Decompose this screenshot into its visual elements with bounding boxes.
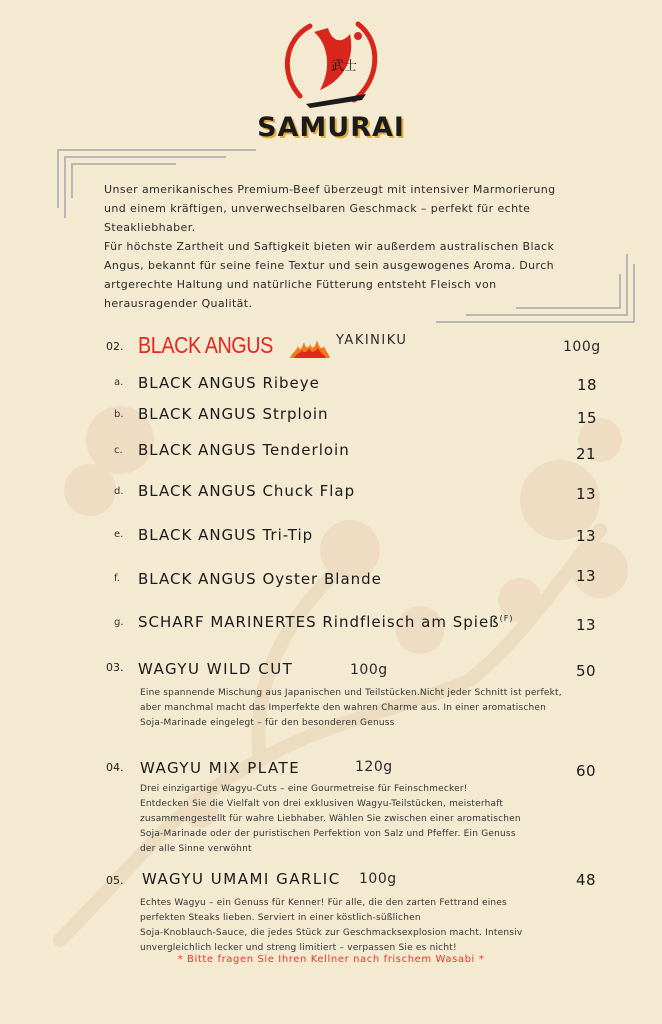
- description-line: Entdecken Sie die Vielfalt von drei exklusiven Wagyu-Teilstücken, meisterhaft: [140, 799, 504, 809]
- section-price: 50: [576, 662, 597, 680]
- intro-line: Angus, bekannt für seine feine Textur und sein ausgewogenes Aroma. Durch: [104, 259, 555, 272]
- item-price: 21: [576, 445, 597, 463]
- section-title: WAGYU UMAMI GARLIC: [142, 870, 341, 888]
- section-weight: 100g: [563, 339, 601, 355]
- item-price: 13: [576, 567, 597, 585]
- item-name: [138, 613, 513, 631]
- section-price: 48: [576, 871, 597, 889]
- section-title-black-angus: BLACK ANGUS: [138, 332, 273, 358]
- samurai-logo: [270, 14, 390, 124]
- intro-text: [104, 180, 604, 313]
- description-line: Echtes Wagyu – ein Genuss für Kenner! Für alle, die den zarten Fettrand eines: [140, 898, 507, 908]
- item-price: 18: [577, 376, 598, 394]
- item-name: BLACK ANGUS Tenderloin: [138, 441, 350, 459]
- item-price: 13: [576, 485, 597, 503]
- item-letter: d.: [114, 486, 124, 497]
- item-name: BLACK ANGUS Chuck Flap: [138, 482, 356, 500]
- item-name: BLACK ANGUS Oyster Blande: [138, 570, 382, 588]
- logo-kanji: 武士: [330, 59, 358, 74]
- description-line: der alle Sinne verwöhnt: [140, 844, 252, 854]
- item-footnote-mark: (F): [499, 614, 514, 623]
- description-line: perfekten Steaks lieben. Serviert in einer köstlich-süßlichen: [140, 913, 421, 923]
- section-weight: 100g: [350, 662, 388, 678]
- intro-line: herausragender Qualität.: [104, 297, 253, 310]
- description-line: zusammengestellt für wahre Liebhaber. Wählen Sie zwischen einer aromatischen: [140, 814, 521, 824]
- section-subtitle: YAKINIKU: [336, 333, 408, 348]
- item-price: 13: [576, 616, 597, 634]
- item-price: 13: [576, 527, 597, 545]
- section-number: 05.: [106, 874, 124, 887]
- section-title: WAGYU WILD CUT: [138, 660, 294, 678]
- item-price: 15: [577, 409, 598, 427]
- section-price: 60: [576, 762, 597, 780]
- description-line: Soja-Marinade eingelegt – für den besonderen Genuss: [140, 718, 395, 728]
- section-description: [140, 782, 521, 857]
- intro-line: Für höchste Zartheit und Saftigkeit bieten wir außerdem australischen Black: [104, 240, 555, 253]
- description-line: Drei einzigartige Wagyu-Cuts – eine Gourmetreise für Feinschmecker!: [140, 784, 468, 794]
- section-number: 03.: [106, 661, 124, 674]
- description-line: Soja-Marinade oder der puristischen Perfektion von Salz und Pfeffer. Ein Genuss: [140, 829, 516, 839]
- intro-line: Unser amerikanisches Premium-Beef überzeugt mit intensiver Marmorierung: [104, 183, 556, 196]
- item-letter: f.: [114, 573, 120, 584]
- item-letter: c.: [114, 445, 123, 456]
- description-line: aber manchmal macht das Imperfekte den wahren Charme aus. In einer aromatischen: [140, 703, 547, 713]
- item-letter: a.: [114, 377, 124, 388]
- flame-icon: [290, 336, 330, 358]
- cherry-blossom-background: [0, 380, 662, 980]
- section-description: [140, 896, 522, 956]
- description-line: unvergleichlich lecker und streng limitiert – verpassen Sie es nicht!: [140, 943, 457, 953]
- item-name-text: SCHARF MARINERTES Rindfleisch am Spieß: [138, 613, 500, 631]
- intro-line: und einem kräftigen, unverwechselbaren Geschmack – perfekt für echte: [104, 202, 531, 215]
- section-weight: 120g: [355, 759, 393, 775]
- item-letter: g.: [114, 617, 124, 628]
- section-number: 04.: [106, 761, 124, 774]
- section-description: [140, 686, 562, 731]
- intro-line: artgerechte Haltung und natürliche Fütterung entsteht Fleisch von: [104, 278, 497, 291]
- section-weight: 100g: [359, 871, 397, 887]
- item-name: BLACK ANGUS Ribeye: [138, 374, 320, 392]
- item-name: BLACK ANGUS Tri-Tip: [138, 526, 314, 544]
- wasabi-footnote: * Bitte fragen Sie Ihren Kellner nach frischem Wasabi *: [177, 954, 485, 965]
- item-name: BLACK ANGUS Strploin: [138, 405, 329, 423]
- item-letter: b.: [114, 409, 124, 420]
- section-title: WAGYU MIX PLATE: [140, 759, 301, 777]
- intro-line: Steakliebhaber.: [104, 221, 196, 234]
- description-line: Eine spannende Mischung aus Japanischen und Teilstücken.Nicht jeder Schnitt ist perfekt,: [140, 688, 562, 698]
- brand-name: SAMURAI: [257, 112, 405, 143]
- item-letter: e.: [114, 529, 124, 540]
- section-number: 02.: [106, 340, 124, 353]
- description-line: Soja-Knoblauch-Sauce, die jedes Stück zur Geschmacksexplosion macht. Intensiv: [140, 928, 523, 938]
